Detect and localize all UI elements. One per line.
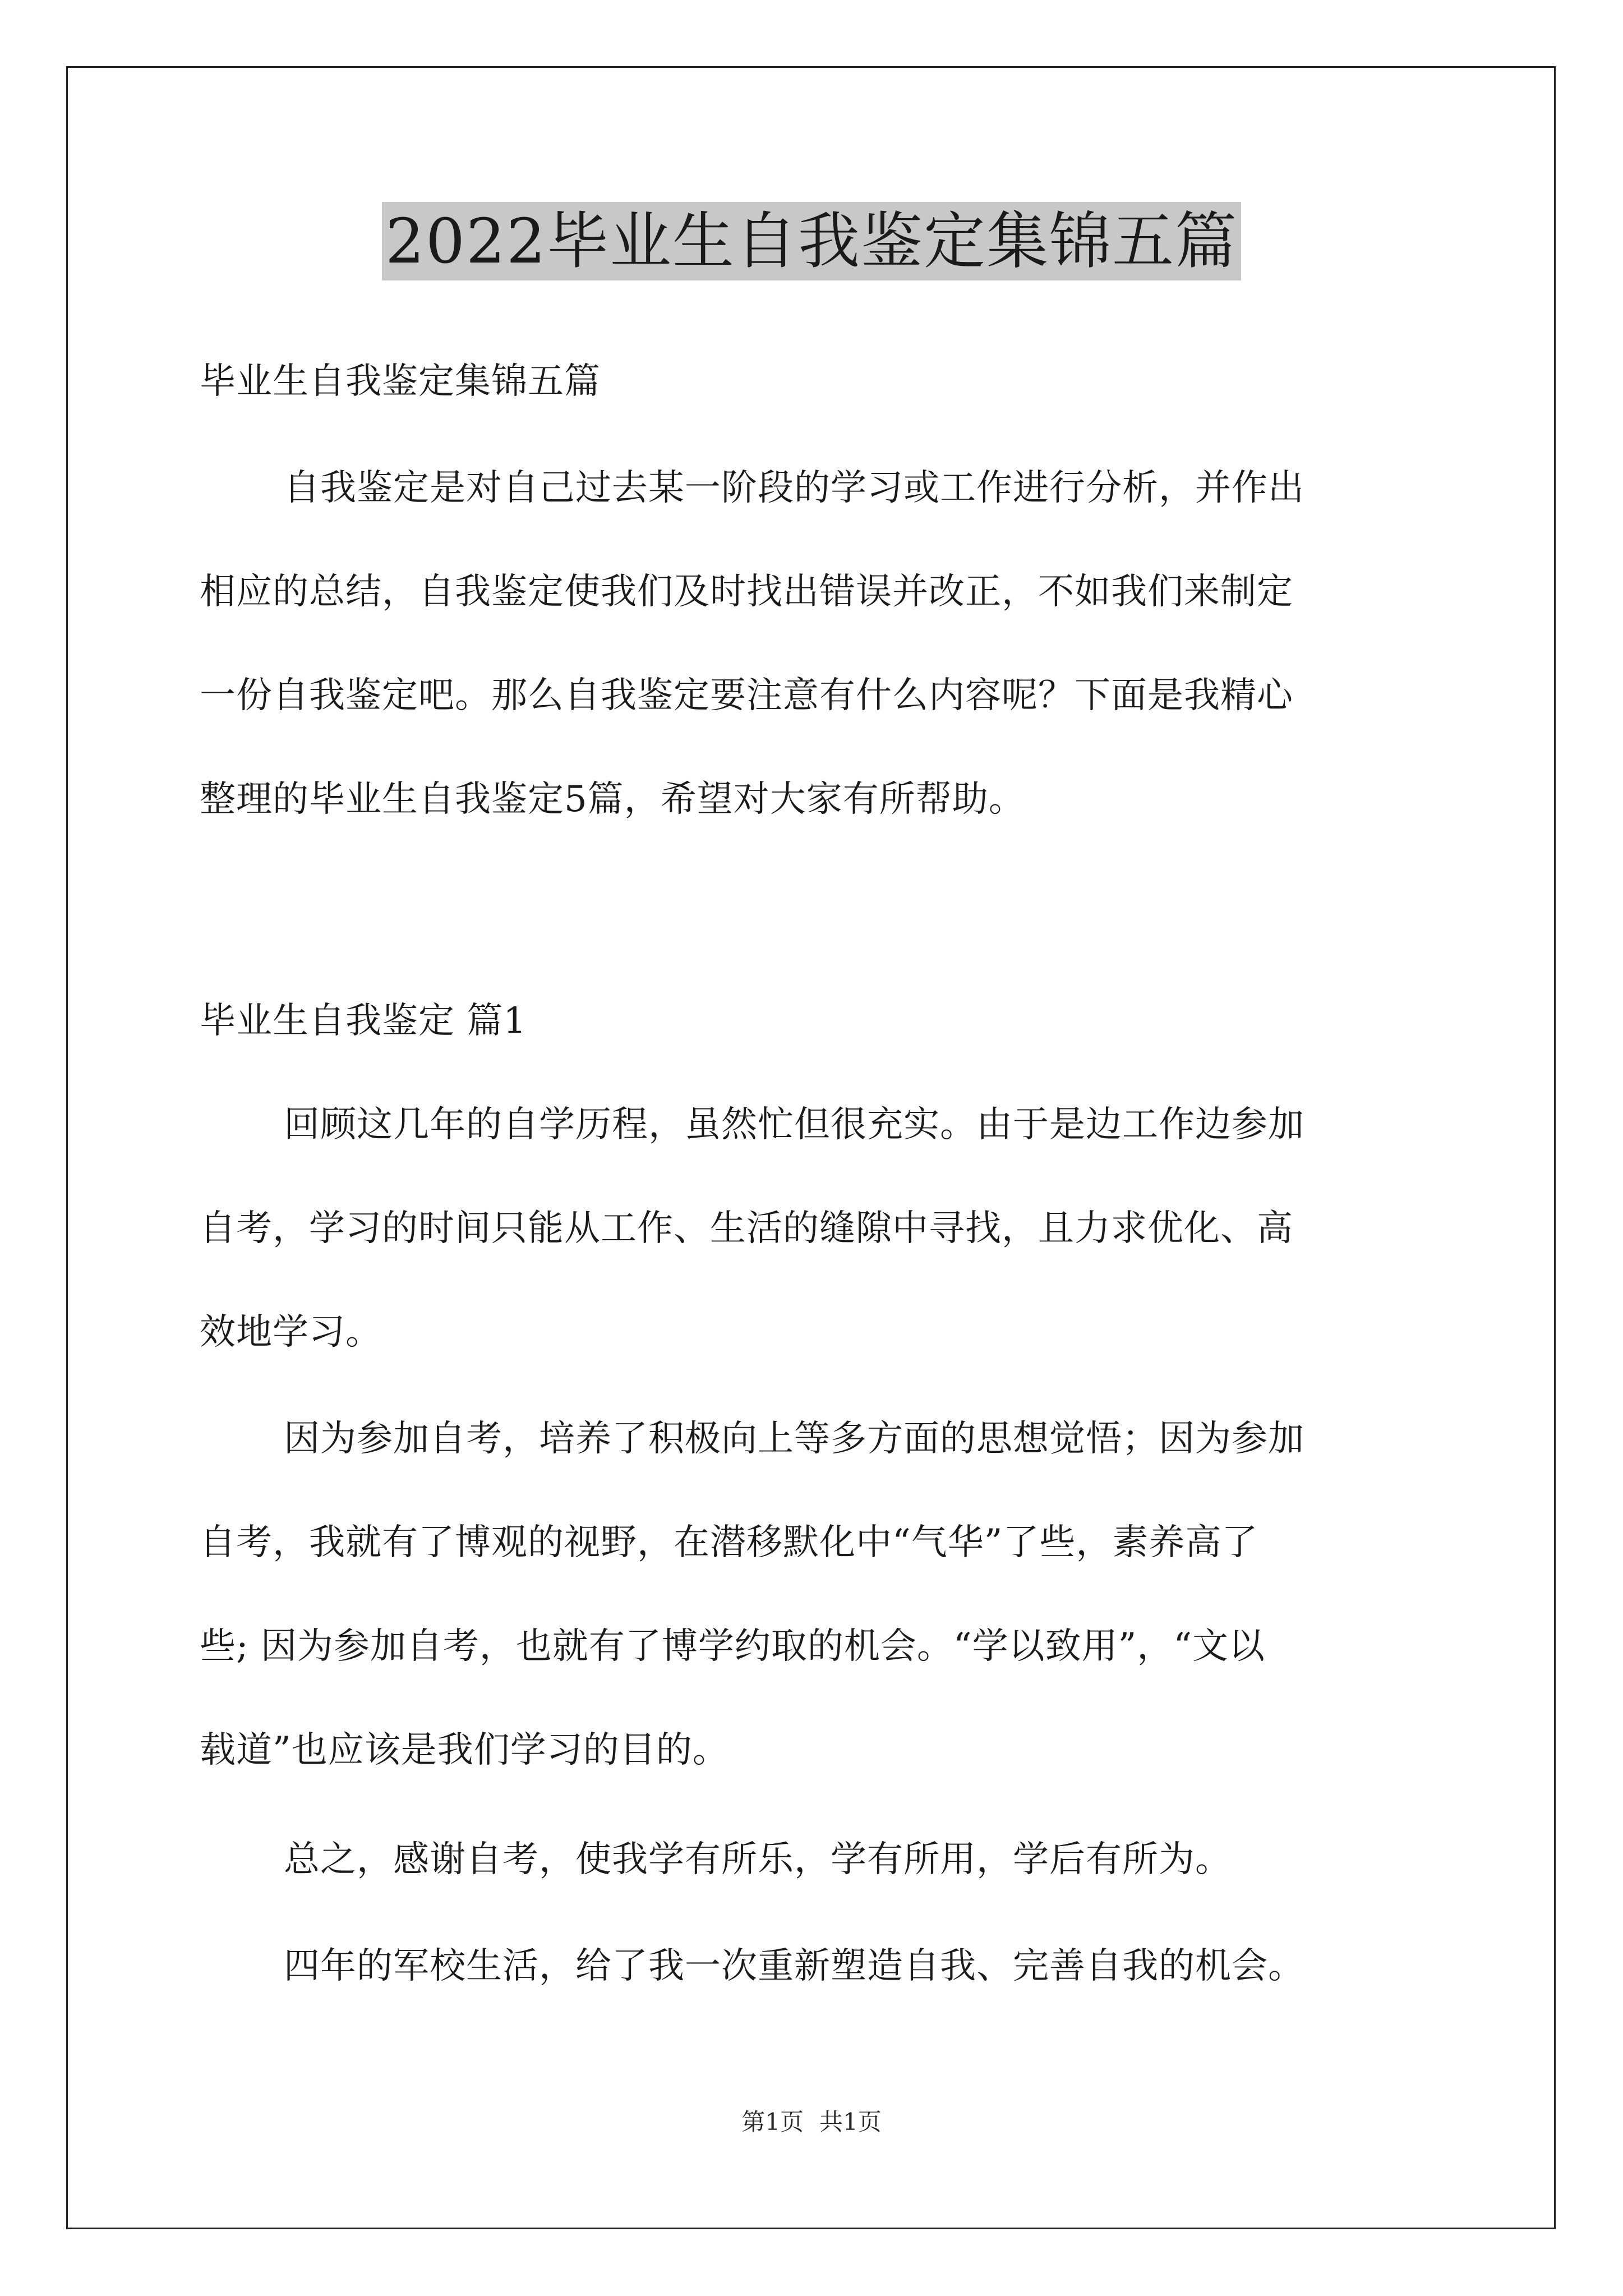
section-line-2: 自考，学习的时间只能从工作、生活的缝隙中寻找，且力求优化、高 [200, 1208, 1293, 1249]
title-container [0, 202, 1623, 280]
section-line-9: 四年的军校生活，给了我一次重新塑造自我、完善自我的机会。 [284, 1945, 1304, 1987]
intro-line-3: 一份自我鉴定吧。那么自我鉴定要注意有什么内容呢？下面是我精心 [200, 675, 1293, 716]
section-line-7: 载道”也应该是我们学习的目的。 [200, 1729, 729, 1771]
section-line-1: 回顾这几年的自学历程，虽然忙但很充实。由于是边工作边参加 [284, 1104, 1304, 1145]
section-line-3: 效地学习。 [200, 1312, 382, 1353]
section-line-6: 些; 因为参加自考，也就有了博学约取的机会。“学以致用”，“文以 [200, 1626, 1266, 1667]
intro-line-1: 自我鉴定是对自己过去某一阶段的学习或工作进行分析，并作出 [284, 467, 1304, 509]
page-footer [0, 2106, 1623, 2138]
intro-line-2: 相应的总结，自我鉴定使我们及时找出错误并改正，不如我们来制定 [200, 571, 1293, 613]
section-line-4: 因为参加自考，培养了积极向上等多方面的思想觉悟；因为参加 [284, 1418, 1304, 1460]
document-title: 2022毕业生自我鉴定集锦五篇 [382, 202, 1241, 280]
page-number-total: 共1页 [819, 2108, 882, 2136]
intro-line-4: 整理的毕业生自我鉴定5篇，希望对大家有所帮助。 [200, 779, 1025, 820]
subtitle: 毕业生自我鉴定集锦五篇 [200, 361, 601, 402]
section-line-8: 总之，感谢自考，使我学有所乐，学有所用，学后有所为。 [284, 1839, 1232, 1880]
page-number-current: 第1页 [741, 2108, 804, 2136]
section-line-5: 自考，我就有了博观的视野，在潜移默化中“气华”了些，素养高了 [200, 1522, 1258, 1563]
section-heading: 毕业生自我鉴定 篇1 [200, 1000, 527, 1042]
